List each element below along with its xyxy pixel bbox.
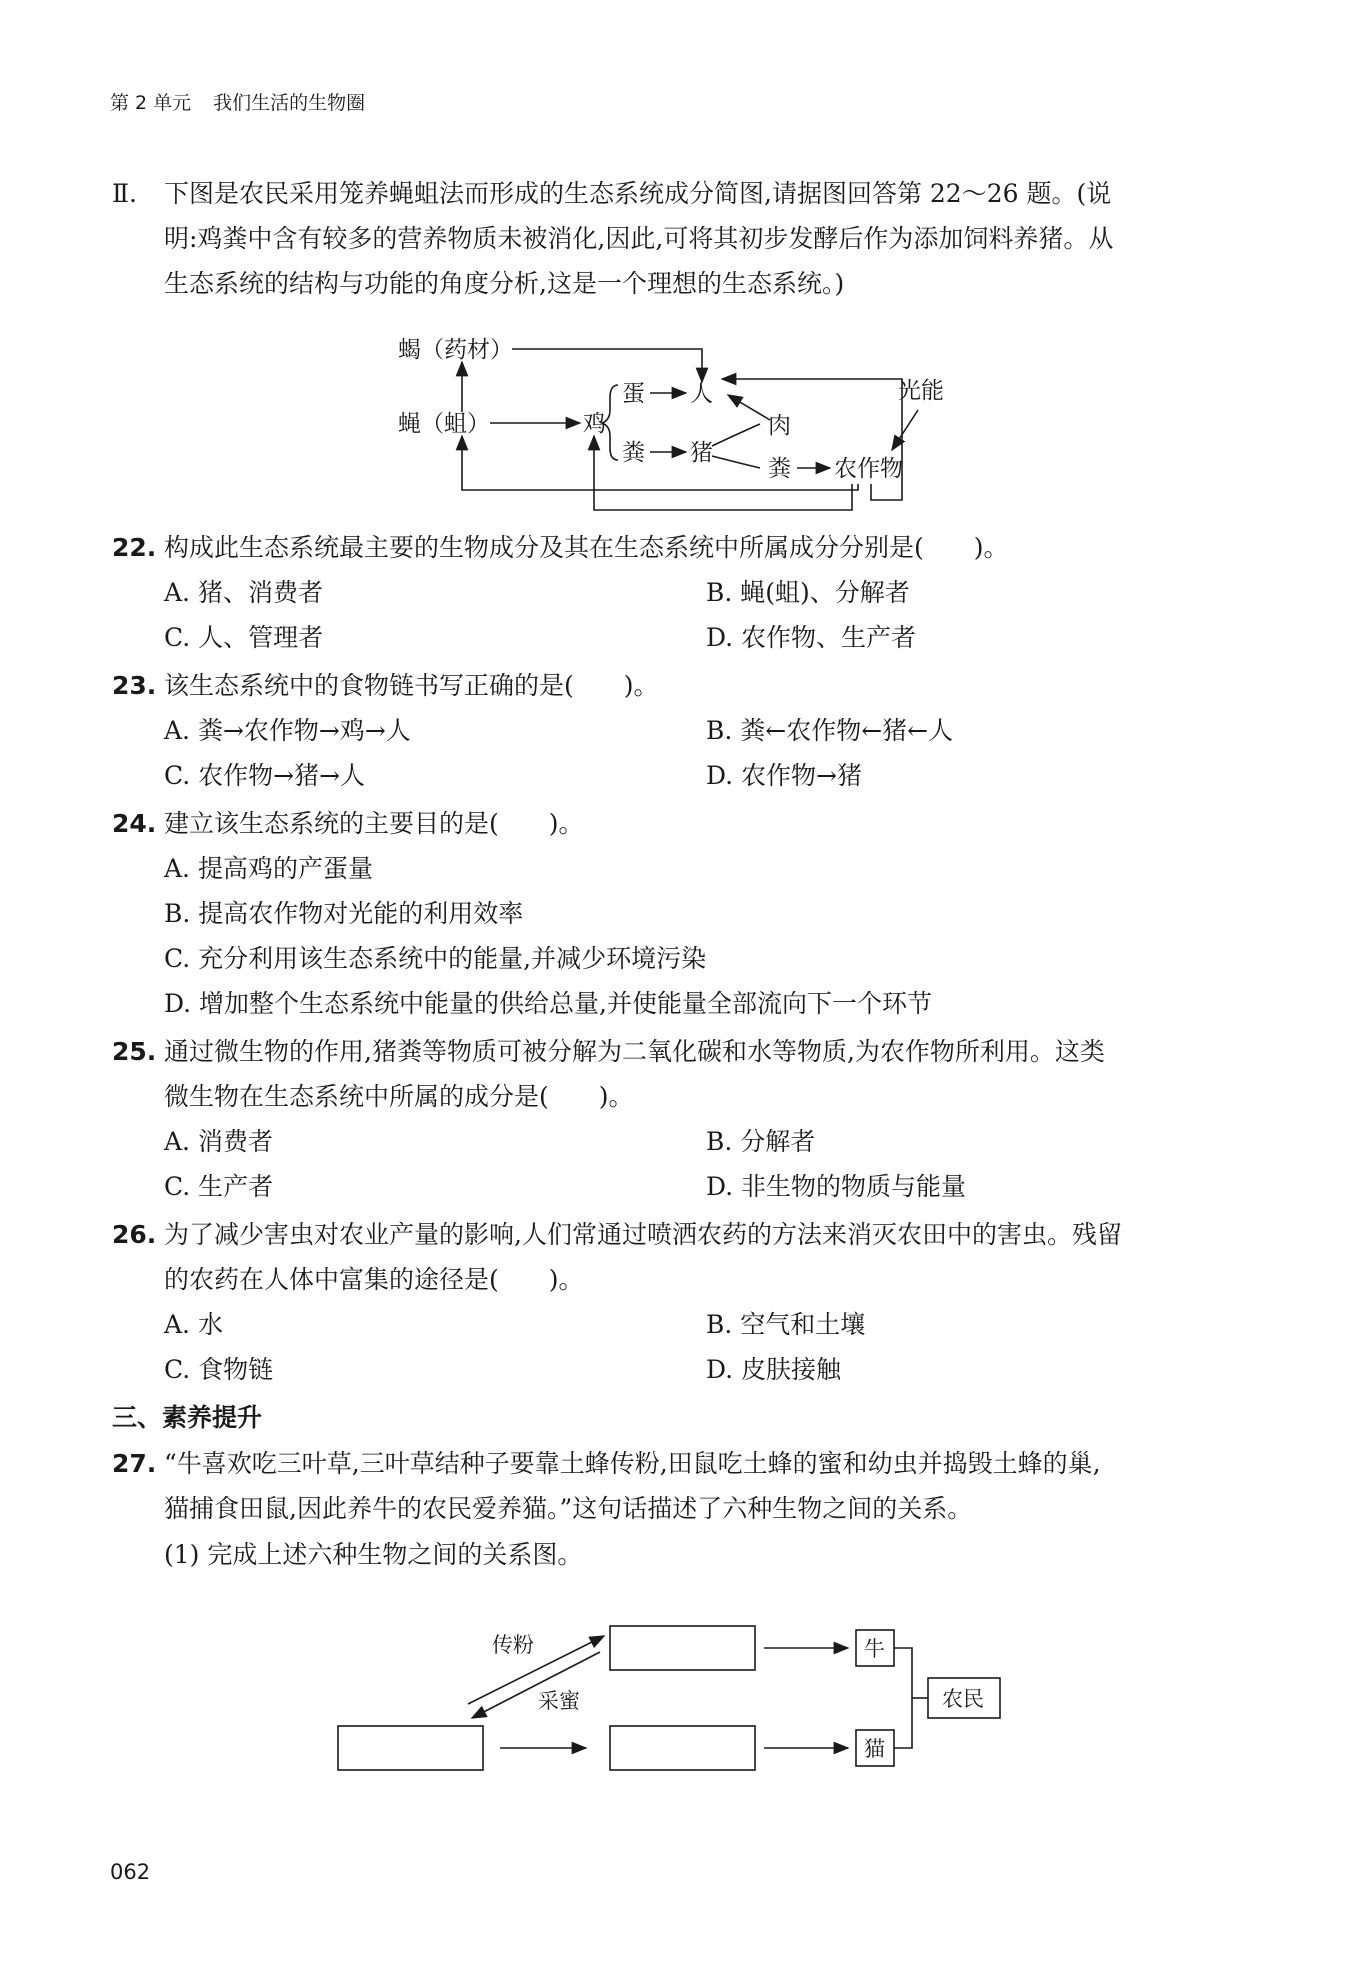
label-farmer: 农民 — [942, 1687, 984, 1711]
q23-option-c: C. 农作物→猪→人 — [164, 761, 366, 790]
q25-stem-line-2: 微生物在生态系统中所属的成分是( )。 — [164, 1082, 634, 1111]
q26-option-c: C. 食物链 — [164, 1355, 274, 1384]
q26-stem-line-1: 为了减少害虫对农业产量的影响,人们常通过喷洒农药的方法来消灭农田中的害虫。残留 — [164, 1220, 1122, 1249]
node-manure-pig: 粪 — [768, 456, 791, 482]
node-manure-chicken: 粪 — [622, 440, 645, 466]
q26-number: 26. — [112, 1220, 157, 1249]
q25-option-b: B. 分解者 — [706, 1127, 816, 1156]
q25-option-d: D. 非生物的物质与能量 — [706, 1172, 967, 1201]
intro-line-2: 明:鸡粪中含有较多的营养物质未被消化,因此,可将其初步发酵后作为添加饲料养猪。从 — [164, 224, 1114, 253]
q25-stem-line-1: 通过微生物的作用,猪粪等物质可被分解为二氧化碳和水等物质,为农作物所利用。这类 — [164, 1037, 1105, 1066]
node-fly: 蝇（蛆） — [398, 411, 490, 437]
blank-box-bottom[interactable] — [610, 1726, 755, 1770]
q23-option-a: A. 粪→农作物→鸡→人 — [164, 716, 411, 745]
page-number: 062 — [110, 1860, 151, 1884]
label-cat: 猫 — [864, 1737, 885, 1761]
q25-option-a: A. 消费者 — [164, 1127, 273, 1156]
q22-stem: 构成此生态系统最主要的生物成分及其在生态系统中所属成分分别是( )。 — [164, 533, 1009, 562]
q23-option-b: B. 粪←农作物←猪←人 — [706, 716, 954, 745]
q26-option-d: D. 皮肤接触 — [706, 1355, 842, 1384]
q23-stem: 该生态系统中的食物链书写正确的是( )。 — [164, 671, 659, 700]
label-pollination: 传粉 — [492, 1633, 534, 1657]
q24-number: 24. — [112, 809, 157, 838]
relationship-diagram — [0, 1580, 1350, 1840]
q23-option-d: D. 农作物→猪 — [706, 761, 862, 790]
q24-stem: 建立该生态系统的主要目的是( )。 — [164, 809, 584, 838]
label-cow: 牛 — [864, 1637, 885, 1661]
intro-line-3: 生态系统的结构与功能的角度分析,这是一个理想的生态系统。) — [164, 269, 845, 298]
blank-box-left[interactable] — [338, 1726, 483, 1770]
q26-option-a: A. 水 — [164, 1310, 223, 1339]
node-scorpion: 蝎（药材） — [398, 337, 513, 363]
q25-number: 25. — [112, 1037, 157, 1066]
node-crops: 农作物 — [834, 456, 903, 482]
q26-stem-line-2: 的农药在人体中富集的途径是( )。 — [164, 1265, 584, 1294]
q25-option-c: C. 生产者 — [164, 1172, 274, 1201]
q22-option-a: A. 猪、消费者 — [164, 578, 323, 607]
q22-option-b: B. 蝇(蛆)、分解者 — [706, 578, 910, 607]
ecosystem-diagram — [0, 0, 1350, 530]
q22-number: 22. — [112, 533, 157, 562]
section-title: 三、素养提升 — [112, 1403, 263, 1432]
q27-stem-line-2: 猫捕食田鼠,因此养牛的农民爱养猫。”这句话描述了六种生物之间的关系。 — [164, 1494, 973, 1523]
node-meat: 肉 — [768, 413, 791, 439]
q22-option-c: C. 人、管理者 — [164, 623, 324, 652]
blank-box-top[interactable] — [610, 1626, 755, 1670]
intro-line-1: 下图是农民采用笼养蝇蛆法而形成的生态系统成分简图,请据图回答第 22～26 题。(说 — [164, 179, 1112, 208]
node-person: 人 — [690, 381, 713, 407]
q22-option-d: D. 农作物、生产者 — [706, 623, 917, 652]
node-pig: 猪 — [690, 440, 713, 466]
unit-title: 我们生活的生物圈 — [213, 92, 366, 114]
q24-option-a: A. 提高鸡的产蛋量 — [164, 854, 373, 883]
intro-marker: Ⅱ. — [112, 179, 137, 208]
q24-option-c: C. 充分利用该生态系统中的能量,并减少环境污染 — [164, 944, 707, 973]
node-egg: 蛋 — [622, 381, 645, 407]
q27-stem-line-1: “牛喜欢吃三叶草,三叶草结种子要靠土蜂传粉,田鼠吃土蜂的蜜和幼虫并捣毁土蜂的巢, — [164, 1449, 1101, 1478]
label-honey: 采蜜 — [538, 1689, 580, 1713]
node-chicken: 鸡 — [583, 411, 606, 437]
unit-label: 第 2 单元 — [110, 92, 192, 114]
q27-number: 27. — [112, 1449, 157, 1478]
q27-subquestion-1: (1) 完成上述六种生物之间的关系图。 — [164, 1540, 583, 1569]
q24-option-b: B. 提高农作物对光能的利用效率 — [164, 899, 524, 928]
node-light-energy: 光能 — [898, 378, 944, 404]
q24-option-d: D. 增加整个生态系统中能量的供给总量,并使能量全部流向下一个环节 — [164, 989, 932, 1018]
q26-option-b: B. 空气和土壤 — [706, 1310, 866, 1339]
q23-number: 23. — [112, 671, 157, 700]
